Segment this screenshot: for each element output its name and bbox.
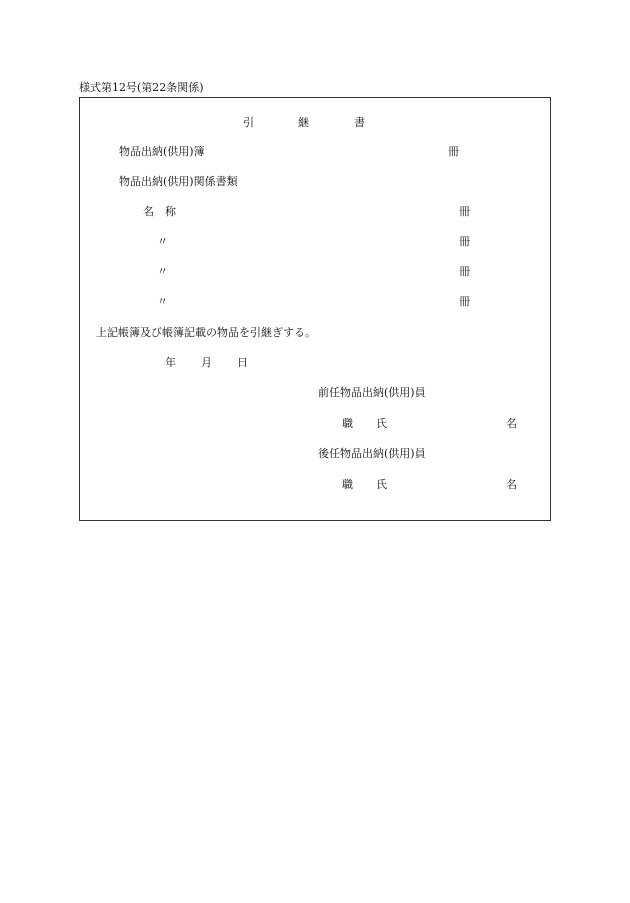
unit-label: 冊 [459, 205, 470, 218]
related-docs-label: 物品出納(供用)関係書類 [119, 175, 238, 188]
form-number-label: 様式第12号(第22条関係) [79, 81, 204, 94]
name-column-label: 名 称 [143, 205, 176, 218]
predecessor-title-label: 職 [342, 417, 353, 430]
ditto-mark: 〃 [157, 295, 168, 308]
unit-label: 冊 [459, 265, 470, 278]
date-year-label: 年 [165, 356, 176, 369]
successor-role: 後任物品出納(供用)員 [318, 447, 426, 460]
unit-label: 冊 [459, 295, 470, 308]
date-day-label: 日 [237, 356, 248, 369]
ditto-mark: 〃 [157, 235, 168, 248]
ditto-mark: 〃 [157, 265, 168, 278]
predecessor-name-label-2: 名 [506, 417, 517, 430]
successor-title-label: 職 [342, 478, 353, 491]
title-char-1: 引 [243, 116, 254, 129]
predecessor-role: 前任物品出納(供用)員 [318, 386, 426, 399]
date-month-label: 月 [201, 356, 212, 369]
unit-label: 冊 [459, 235, 470, 248]
handover-form-frame [79, 97, 551, 521]
ledger-unit: 冊 [448, 145, 459, 158]
ledger-label: 物品出納(供用)簿 [119, 145, 205, 158]
successor-name-label-2: 名 [506, 478, 517, 491]
title-char-3: 書 [354, 116, 365, 129]
handover-statement: 上記帳簿及び帳簿記載の物品を引継ぎする。 [96, 326, 316, 339]
successor-name-label-1: 氏 [376, 478, 387, 491]
title-char-2: 継 [298, 116, 309, 129]
predecessor-name-label-1: 氏 [376, 417, 387, 430]
